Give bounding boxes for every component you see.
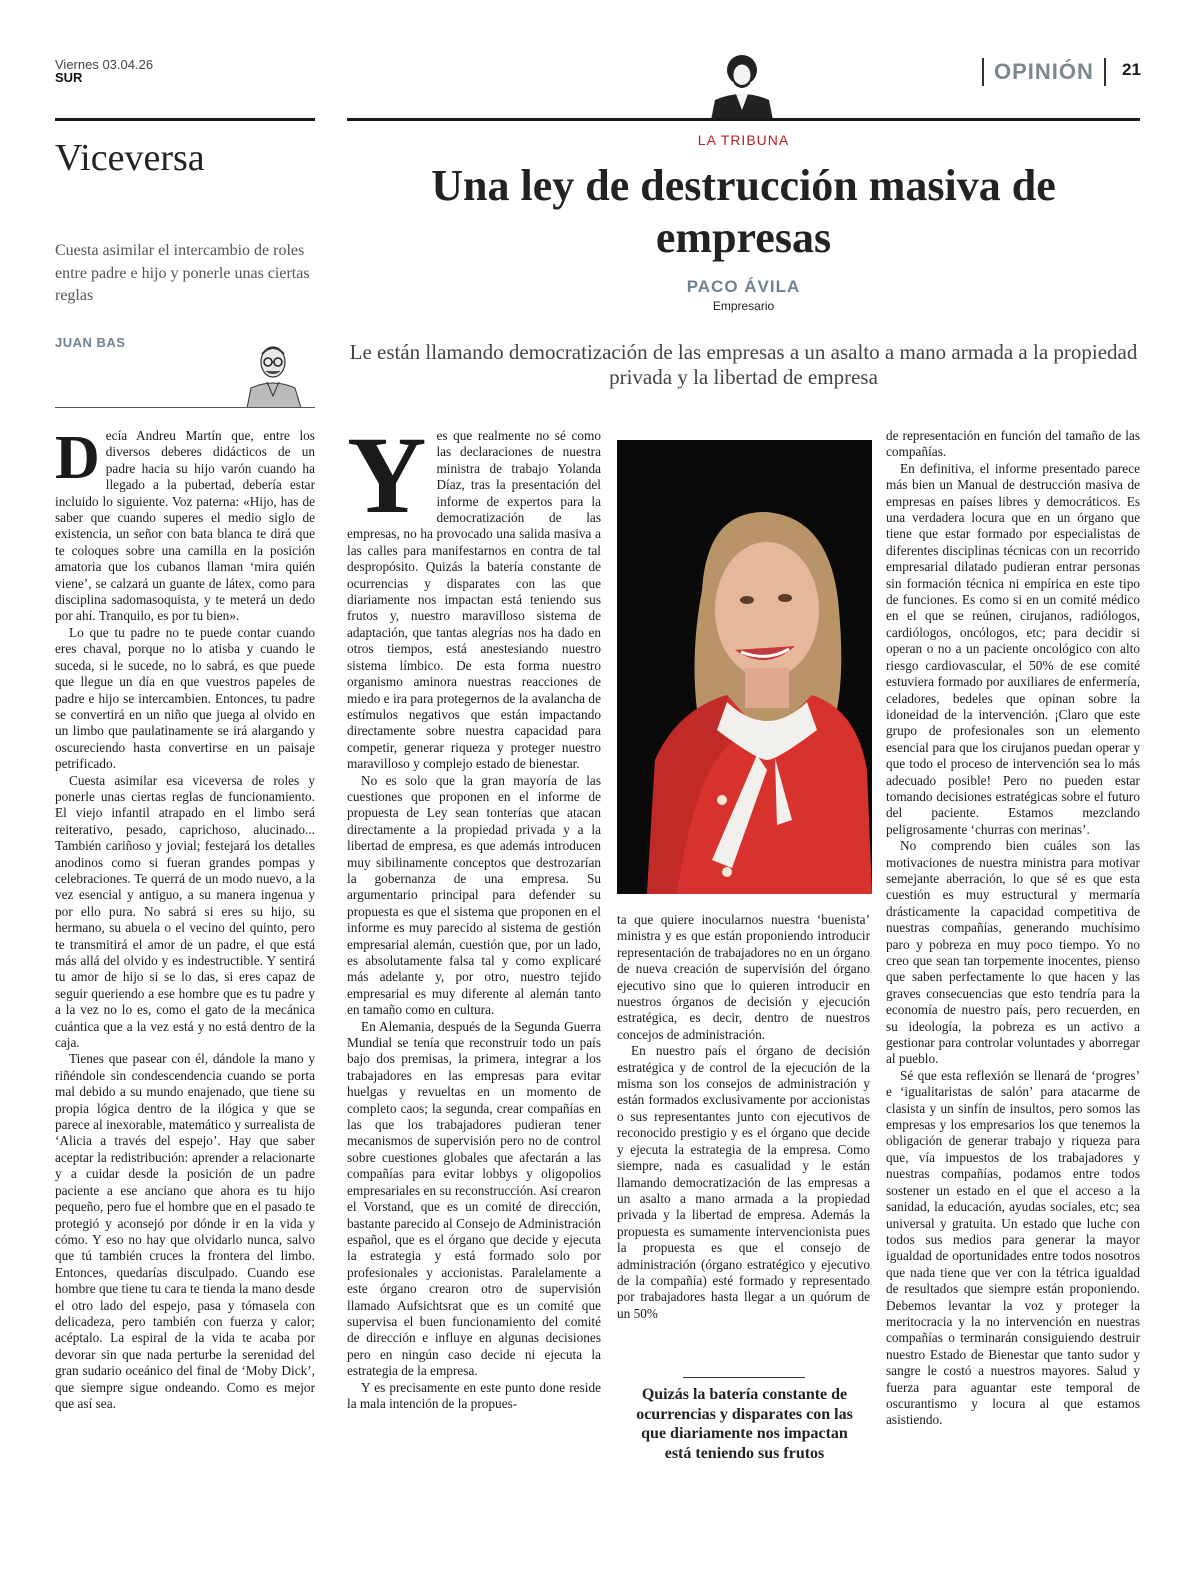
body-paragraph: Y es precisamente en este punto done reside la mala intención de la propues- (347, 1379, 601, 1411)
pull-quote: Quizás la batería constante de ocurrencias y disparates con las que diariamente nos impactan está teniendo sus frutos (636, 1386, 853, 1462)
body-paragraph: En definitiva, el informe presentado parece más bien un Manual de destrucción masiva de empresas en países libres y democráticos. Es una verdadera locura que en un órgano que tiene que estar formado por especialistas de diferentes disciplinas técnicas con un recorrido empresarial dilatado pudieran entrar personas sin formación técnica ni empírica en este tipo de funciones. Es como si en un comité médico en el que se reúnen, cirujanos, radiólogos, cardiólogos, oncólogos, etc; para decidir si operan o no a un paciente oncológico con alto riesgo cardiovascular, el 50% de ese comité estuviera formado por auxiliares de enfermería, celadores, bedeles que opinan sobre la idoneidad de la intervención. ¡Claro que este grupo de profesionales son un elemento esencial para que los cirujanos puedan operar y que todo el proceso de intervención sea lo más adecuado posible! Pero no pueden estar tomando decisiones estratégicas sobre el futuro del paciente. Estamos mezclando peligrosamente ‘churras con merinas’. (886, 460, 1140, 837)
article-byline: PACO ÁVILA (686, 277, 801, 296)
tribuna-body-col-3 (886, 428, 1140, 1513)
body-paragraph: En nuestro país el órgano de decisión estratégica y de control de la ejecución de la misma son los consejos de administración y están formados exclusivamente por accionistas o sus representantes junto con ejecutivos de reconocido prestigio y es el órgano que decide y ejecuta la estrategia de la empresa. Como siempre, nada es casualidad y le están llamando democratización de las empresas a un asalto a mano armada a la propiedad privada y la libertad de empresa. Además la propuesta es sumamente intervencionista pues la propuesta es que el consejo de administración (órgano estratégico y ejecutivo de la compañía) esté formado y representado por trabajadores hasta llegar a un quórum de un 50% (617, 1043, 870, 1321)
body-paragraph: No comprendo bien cuáles son las motivaciones de nuestra ministra para motivar semejante aberración, lo que sé es que esta cuestión es muy estructural y mermaría drásticamente la capacidad competitiva de nuestras compañías, generando muchísimo paro y pobreza en muy poco tiempo. Yo no creo que sean tan torpemente inocentes, pienso que saben perfectamente lo que hacen y las graves consecuencias que esto tendría para la economía de nuestro país, pero recuerden, en su ideología, la pobreza es un activo a gestionar para controlar voluntades y aborregar al pueblo. (886, 838, 1140, 1067)
column-top-rule (55, 118, 315, 121)
drop-cap: D (55, 428, 100, 492)
tribuna-body-col-1 (347, 428, 601, 1513)
tribuna-kicker: LA TRIBUNA (697, 132, 790, 148)
body-paragraph: Cuesta asimilar esa viceversa de roles y ponerle unas ciertas reglas de funcionamiento. El viejo infantil atrapado en el limbo será reiterativo, pesado, caprichoso, alucinado... También cariñoso y jovial; festejará los detalles anodinos como si fueran grandes pompas y celebraciones. Te querrá de un modo nuevo, a la vez esencial y antiguo, a su manera ingenua y por ello pura. No sabrá si eres su hijo, su hermano, su abuela o el vecino del quinto, pero te transmitirá el amor de un padre, el que está más allá del olvido y es indestructible. Y sentirá tu amor de hijo si se lo das, si eres capaz de seguir queriendo a ese hombre que es tu padre y a la vez no lo es, como el gato de la mecánica cuántica que a la vez está y no está dentro de la caja. (55, 772, 315, 1051)
column-divider (55, 407, 315, 408)
body-paragraph: Decía Andreu Martín que, entre los diversos deberes didácticos de un padre hacia su hijo varón cuando ha llegado a la pubertad, debería estar incluido lo siguiente. Voz paterna: «Hijo, has de saber que cuando superes el medio siglo de existencia, un señor con bata blanca te dirá que te coloques sobre una camilla en la posición amatoria que los cubanos llaman ‘mira quién viene’, se calzará un guante de látex, como para disciplina sadomasoquista, y te meterá un dedo por ahí. Tranquilo, es por tu bien». (55, 428, 315, 624)
viceversa-body (55, 428, 315, 1513)
pullquote-rule (683, 1377, 805, 1378)
body-paragraph: Lo que tu padre no te puede contar cuando eres chaval, porque no lo atisba y cuando le suceda, si le sucede, no lo sabrá, es que puede que llegue un día en que vuestros papeles de padre e hijo se intercambien. Entonces, tu padre se convertirá en un niño que juega al olvido en un limbo que paulatinamente se irá alargando y oscureciendo hasta convertirse en un paisaje petrificado. (55, 624, 315, 772)
author-portrait-illustration (705, 50, 780, 120)
body-paragraph: ta que quiere inocularnos nuestra ‘buenista’ ministra y es que están proponiendo introducir representación de trabajadores no en un órgano de nueva creación de supervisión del órgano ejecutivo sino que lo quieren introducir en nuestros órganos de decisión y ejecución estratégica, es decir, dentro de nuestros concejos de administración. (617, 912, 870, 1042)
newspaper-name: SUR (55, 70, 83, 85)
author-sketch-illustration (245, 340, 303, 408)
body-paragraph: En Alemania, después de la Segunda Guerra Mundial se tenía que reconstruir todo un país bajo dos premisas, la primera, integrar a los trabajadores en las empresas para evitar huelgas y revueltas en un momento de completo caos; la segunda, crear compañías en las que los trabajadores pudieran tener mecanismos de supervisión pero no de control sobre cuestiones globales que afectarán a las compañías para evitar lobbys y oligopolios empresariales en su reconstrucción. Así crearon el Vorstand, que es un comité de dirección, bastante parecido al Consejo de Administración español, que es el órgano que decide y ejecuta la estrategia y está formado solo por profesionales y accionistas. Paralelamente a este órgano crearon otro de supervisión llamado Aufsichtsrat que es un comité que supervisa el buen funcionamiento del comité de dirección e influye en algunas decisiones pero en ningún caso decide ni ejecuta la estrategia de la empresa. (347, 1018, 601, 1379)
article-subhead: Le están llamando democratización de las empresas a un asalto a mano armada a la propiedad privada y la libertad de empresa (349, 340, 1138, 389)
section-label: OPINIÓN (994, 59, 1094, 84)
body-paragraph: Tienes que pasear con él, dándole la mano y riñéndole sin condescendencia cuando se porta mal debido a su mundo enajenado, que tiene su propia lógica dentro de la ilógica y que se parece al inexorable, matemático y surrealista de ‘Alicia a través del espejo’. Hay que saber aceptar la redistribución: aprender a relacionarte y a cuidar desde la posición de un padre paciente a ese anciano que ahora es tu hijo pequeño, pero fue el hombre que en el pasado te protegió y aconsejó por dónde ir en la vida y cómo. Y eso no hay que olvidarlo nunca, salvo que tú también cruces la frontera del limbo. Entonces, quedarías disculpado. Cuando ese hombre que tiene tu cara te tienda la mano desde el otro lado del espejo, pasa y tómasela con delicadeza, pero también con fuerza y calor; acéptalo. La espiral de la vida te acaba por devorar sin que nada perturbe la serenidad del gran sudario oceánico del final de ‘Moby Dick’, que siempre sigue ondeando. Como es mejor que así sea. (55, 1051, 315, 1411)
column-author: JUAN BAS (55, 335, 126, 350)
column-deck: Cuesta asimilar el intercambio de roles entre padre e hijo y ponerle unas ciertas reglas (55, 242, 310, 304)
article-photo (617, 440, 872, 894)
page-number: 21 (1122, 60, 1141, 79)
body-paragraph: No es solo que la gran mayoría de las cuestiones que proponen en el informe de propuesta de Ley sean tonterías que atacan directamente a la propiedad privada y a la libertad de empresa, es que además introducen muy sibilinamente conceptos que destrozarían la gobernanza de una empresa. Su argumentario principal para defender su propuesta es que el sistema que proponen en el informe es muy parecido al sistema de gestión empresarial alemán, cuestión que, por un lado, es absolutamente falsa tal y como explicaré más adelante y, por otro, nuestro tejido empresarial es muy diferente al alemán tanto en tamaño como en cultura. (347, 772, 601, 1018)
tribuna-top-rule (347, 118, 1140, 121)
body-paragraph: Sé que esta reflexión se llenará de ‘progres’ e ‘igualitaristas de salón’ para atacarme de clasista y un sinfín de insultos, pero somos las empresas y los empresarios los que tenemos la obligación de generar trabajo y riqueza para que, vía impuestos de los trabajadores y nuestras compañías, podamos entre todos sostener un estado en el que el acceso a la sanidad, la educación, ayudas sociales, etc; sea universal y gratuita. Un estado que luche con todos sus medios para generar la mayor igualdad de oportunidades entre todos nosotros que nada tiene que ver con la tétrica igualdad de resultados que siempre están proponiendo. Debemos levantar la voz y proteger la meritocracia y la no intervención en nuestras compañías o terminarán consiguiendo destruir nuestro Estado de Bienestar que tanto sudor y sangre le costó a nuestros mayores. Salud y fuerza para aguantar este temporal de oscurantismo y locura al que estamos asistiendo. (886, 1067, 1140, 1428)
edition-date: Viernes 03.04.26 (55, 57, 154, 72)
section-label-box (982, 58, 1106, 86)
article-headline: Una ley de destrucción masiva de empresas (431, 161, 1056, 262)
body-paragraph: de representación en función del tamaño de las compañías. (886, 428, 1140, 460)
body-paragraph: Yes que realmente no sé como las declaraciones de nuestra ministra de trabajo Yolanda Díaz, tras la presentación del informe de expertos para la democratización de las empresas, no ha provocado una salida masiva a las calles para manifestarnos en contra de tal despropósito. Quizás la batería constante de ocurrencias y disparates con las que diariamente nos impactan está teniendo sus frutos y, nuestro maravilloso sistema de adaptación, que tantas alegrías nos ha dado en otros tiempos, está anestesiando nuestro sistema límbico. De esta forma nuestro organismo aminora nuestras reacciones de miedo e ira para protegernos de la avalancha de estímulos negativos que están impactando directamente sobre nuestra capacidad para competir, generar riqueza y proteger nuestro maravilloso y complejo estado de bienestar. (347, 428, 601, 772)
drop-cap: Y (347, 428, 427, 536)
column-title: Viceversa (55, 137, 205, 179)
tribuna-body-col-2 (617, 912, 870, 1352)
author-role: Empresario (712, 299, 775, 313)
